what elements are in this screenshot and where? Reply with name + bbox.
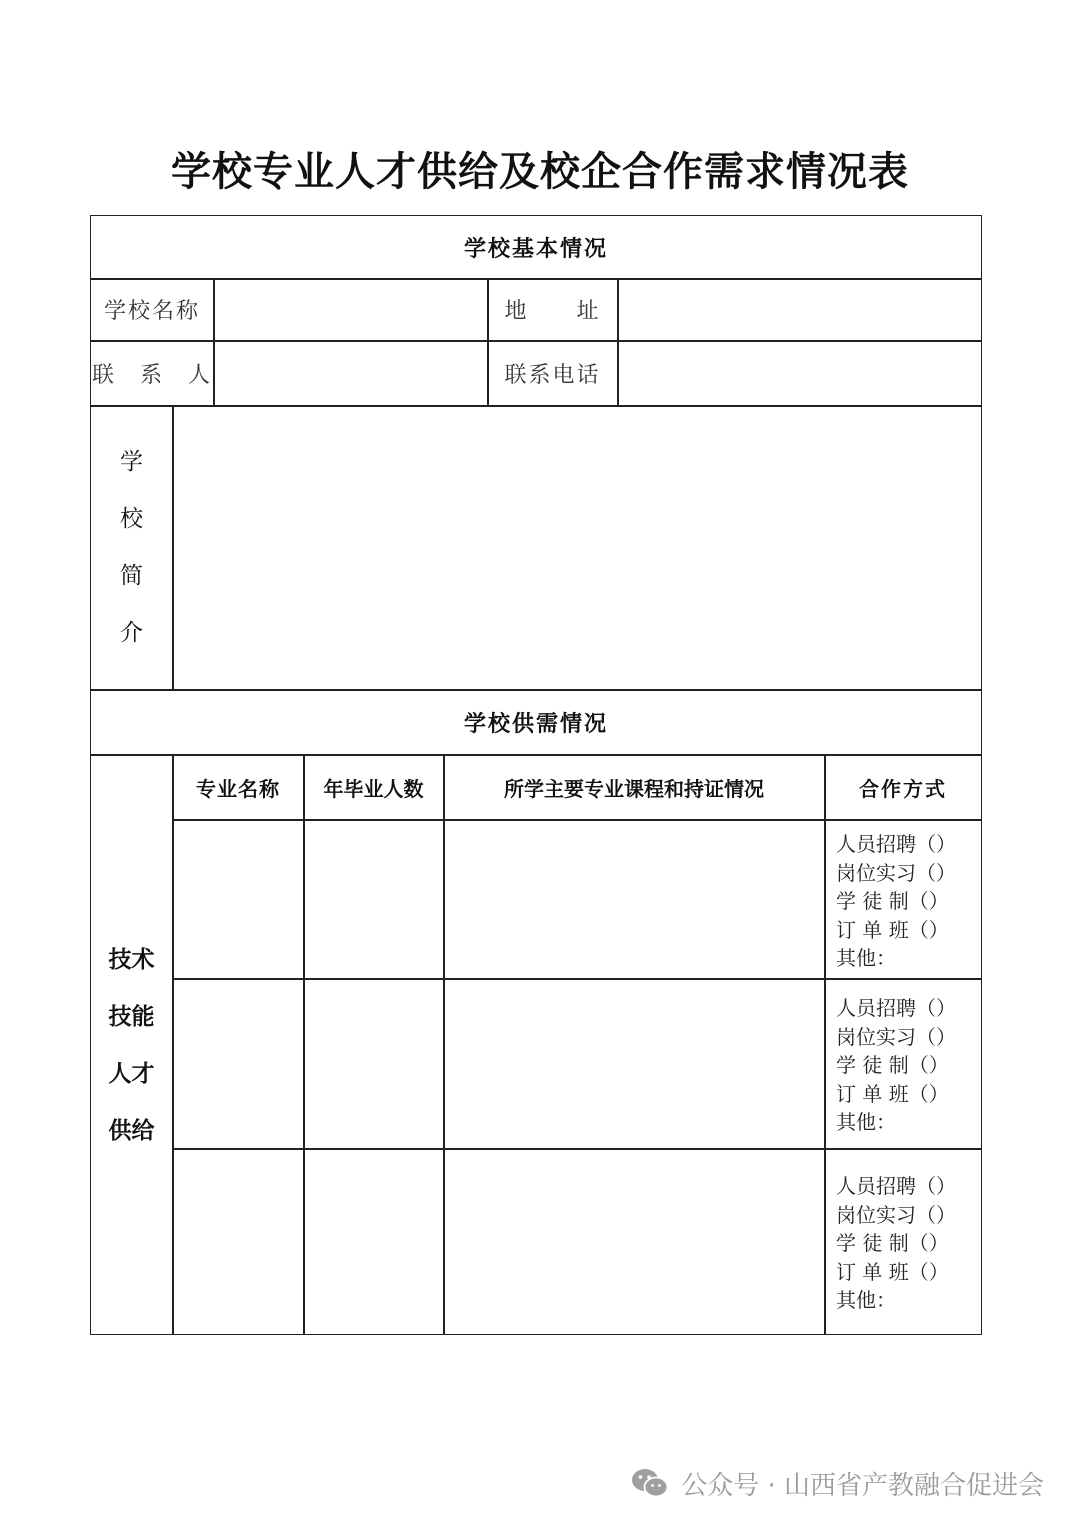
form-table bbox=[90, 215, 982, 1335]
coop-option[interactable]: 学 徒 制（） bbox=[836, 1053, 949, 1077]
coop-options-row-2 bbox=[836, 994, 956, 1137]
coop-option[interactable]: 其他： bbox=[836, 1288, 896, 1312]
intro-char: 学 bbox=[120, 448, 143, 475]
col-header-courses: 所学主要专业课程和持证情况 bbox=[504, 776, 764, 801]
section-header-supply: 学校供需情况 bbox=[463, 711, 608, 737]
coop-option[interactable]: 订 单 班（） bbox=[836, 1081, 949, 1106]
col-header-coop: 合作方式 bbox=[859, 776, 947, 801]
school-name-field[interactable] bbox=[215, 280, 486, 339]
col-header-graduates: 年毕业人数 bbox=[323, 776, 424, 801]
coop-option[interactable]: 人员招聘（） bbox=[836, 1174, 956, 1198]
supply-label-part: 供给 bbox=[108, 1116, 155, 1144]
intro-char: 介 bbox=[120, 619, 143, 646]
footer-watermark bbox=[631, 1463, 1044, 1503]
coop-option[interactable]: 学 徒 制（） bbox=[836, 1231, 949, 1255]
col-divider bbox=[303, 754, 305, 1334]
col-header-major: 专业名称 bbox=[196, 776, 280, 801]
page-title: 学校专业人才供给及校企合作需求情况表 bbox=[171, 148, 909, 195]
coop-options-row-1 bbox=[836, 830, 956, 973]
coop-option[interactable]: 人员招聘（） bbox=[836, 996, 956, 1020]
label-phone: 联系电话 bbox=[504, 362, 601, 388]
coop-option[interactable]: 其他： bbox=[836, 946, 896, 970]
coop-option[interactable]: 其他： bbox=[836, 1110, 896, 1134]
col-divider bbox=[443, 754, 445, 1334]
row-divider bbox=[173, 819, 981, 821]
section-header-basic: 学校基本情况 bbox=[463, 235, 608, 262]
coop-option[interactable]: 岗位实习（） bbox=[836, 860, 956, 885]
row-divider bbox=[173, 978, 981, 980]
coop-option[interactable]: 学 徒 制（） bbox=[836, 889, 949, 913]
wechat-icon bbox=[631, 1467, 669, 1499]
col-divider bbox=[172, 754, 174, 1334]
coop-option[interactable]: 订 单 班（） bbox=[836, 917, 949, 942]
supply-label-part: 技术 bbox=[108, 945, 155, 973]
supply-label-part: 技能 bbox=[108, 1002, 155, 1030]
col-divider bbox=[172, 405, 174, 690]
coop-option[interactable]: 订 单 班（） bbox=[836, 1259, 949, 1284]
coop-option[interactable]: 岗位实习（） bbox=[836, 1024, 956, 1049]
intro-char: 简 bbox=[120, 562, 143, 589]
intro-char: 校 bbox=[120, 505, 143, 532]
supply-label bbox=[91, 755, 172, 1334]
school-intro-label bbox=[91, 406, 172, 689]
supply-label-part: 人才 bbox=[108, 1059, 155, 1087]
coop-option[interactable]: 岗位实习（） bbox=[836, 1202, 956, 1227]
coop-options-row-3 bbox=[836, 1172, 956, 1315]
contact-field[interactable] bbox=[215, 342, 486, 404]
label-contact: 联 系 人 bbox=[91, 362, 212, 388]
label-school-name: 学校名称 bbox=[103, 299, 200, 324]
footer-text: 公众号 · 山西省产教融合促进会 bbox=[681, 1470, 1044, 1501]
row-divider bbox=[173, 1148, 981, 1150]
coop-option[interactable]: 人员招聘（） bbox=[836, 832, 956, 856]
col-divider bbox=[824, 754, 826, 1334]
phone-field[interactable] bbox=[619, 342, 979, 404]
address-field[interactable] bbox=[619, 280, 979, 339]
school-intro-field[interactable] bbox=[175, 407, 979, 688]
label-address: 地 址 bbox=[504, 299, 601, 324]
